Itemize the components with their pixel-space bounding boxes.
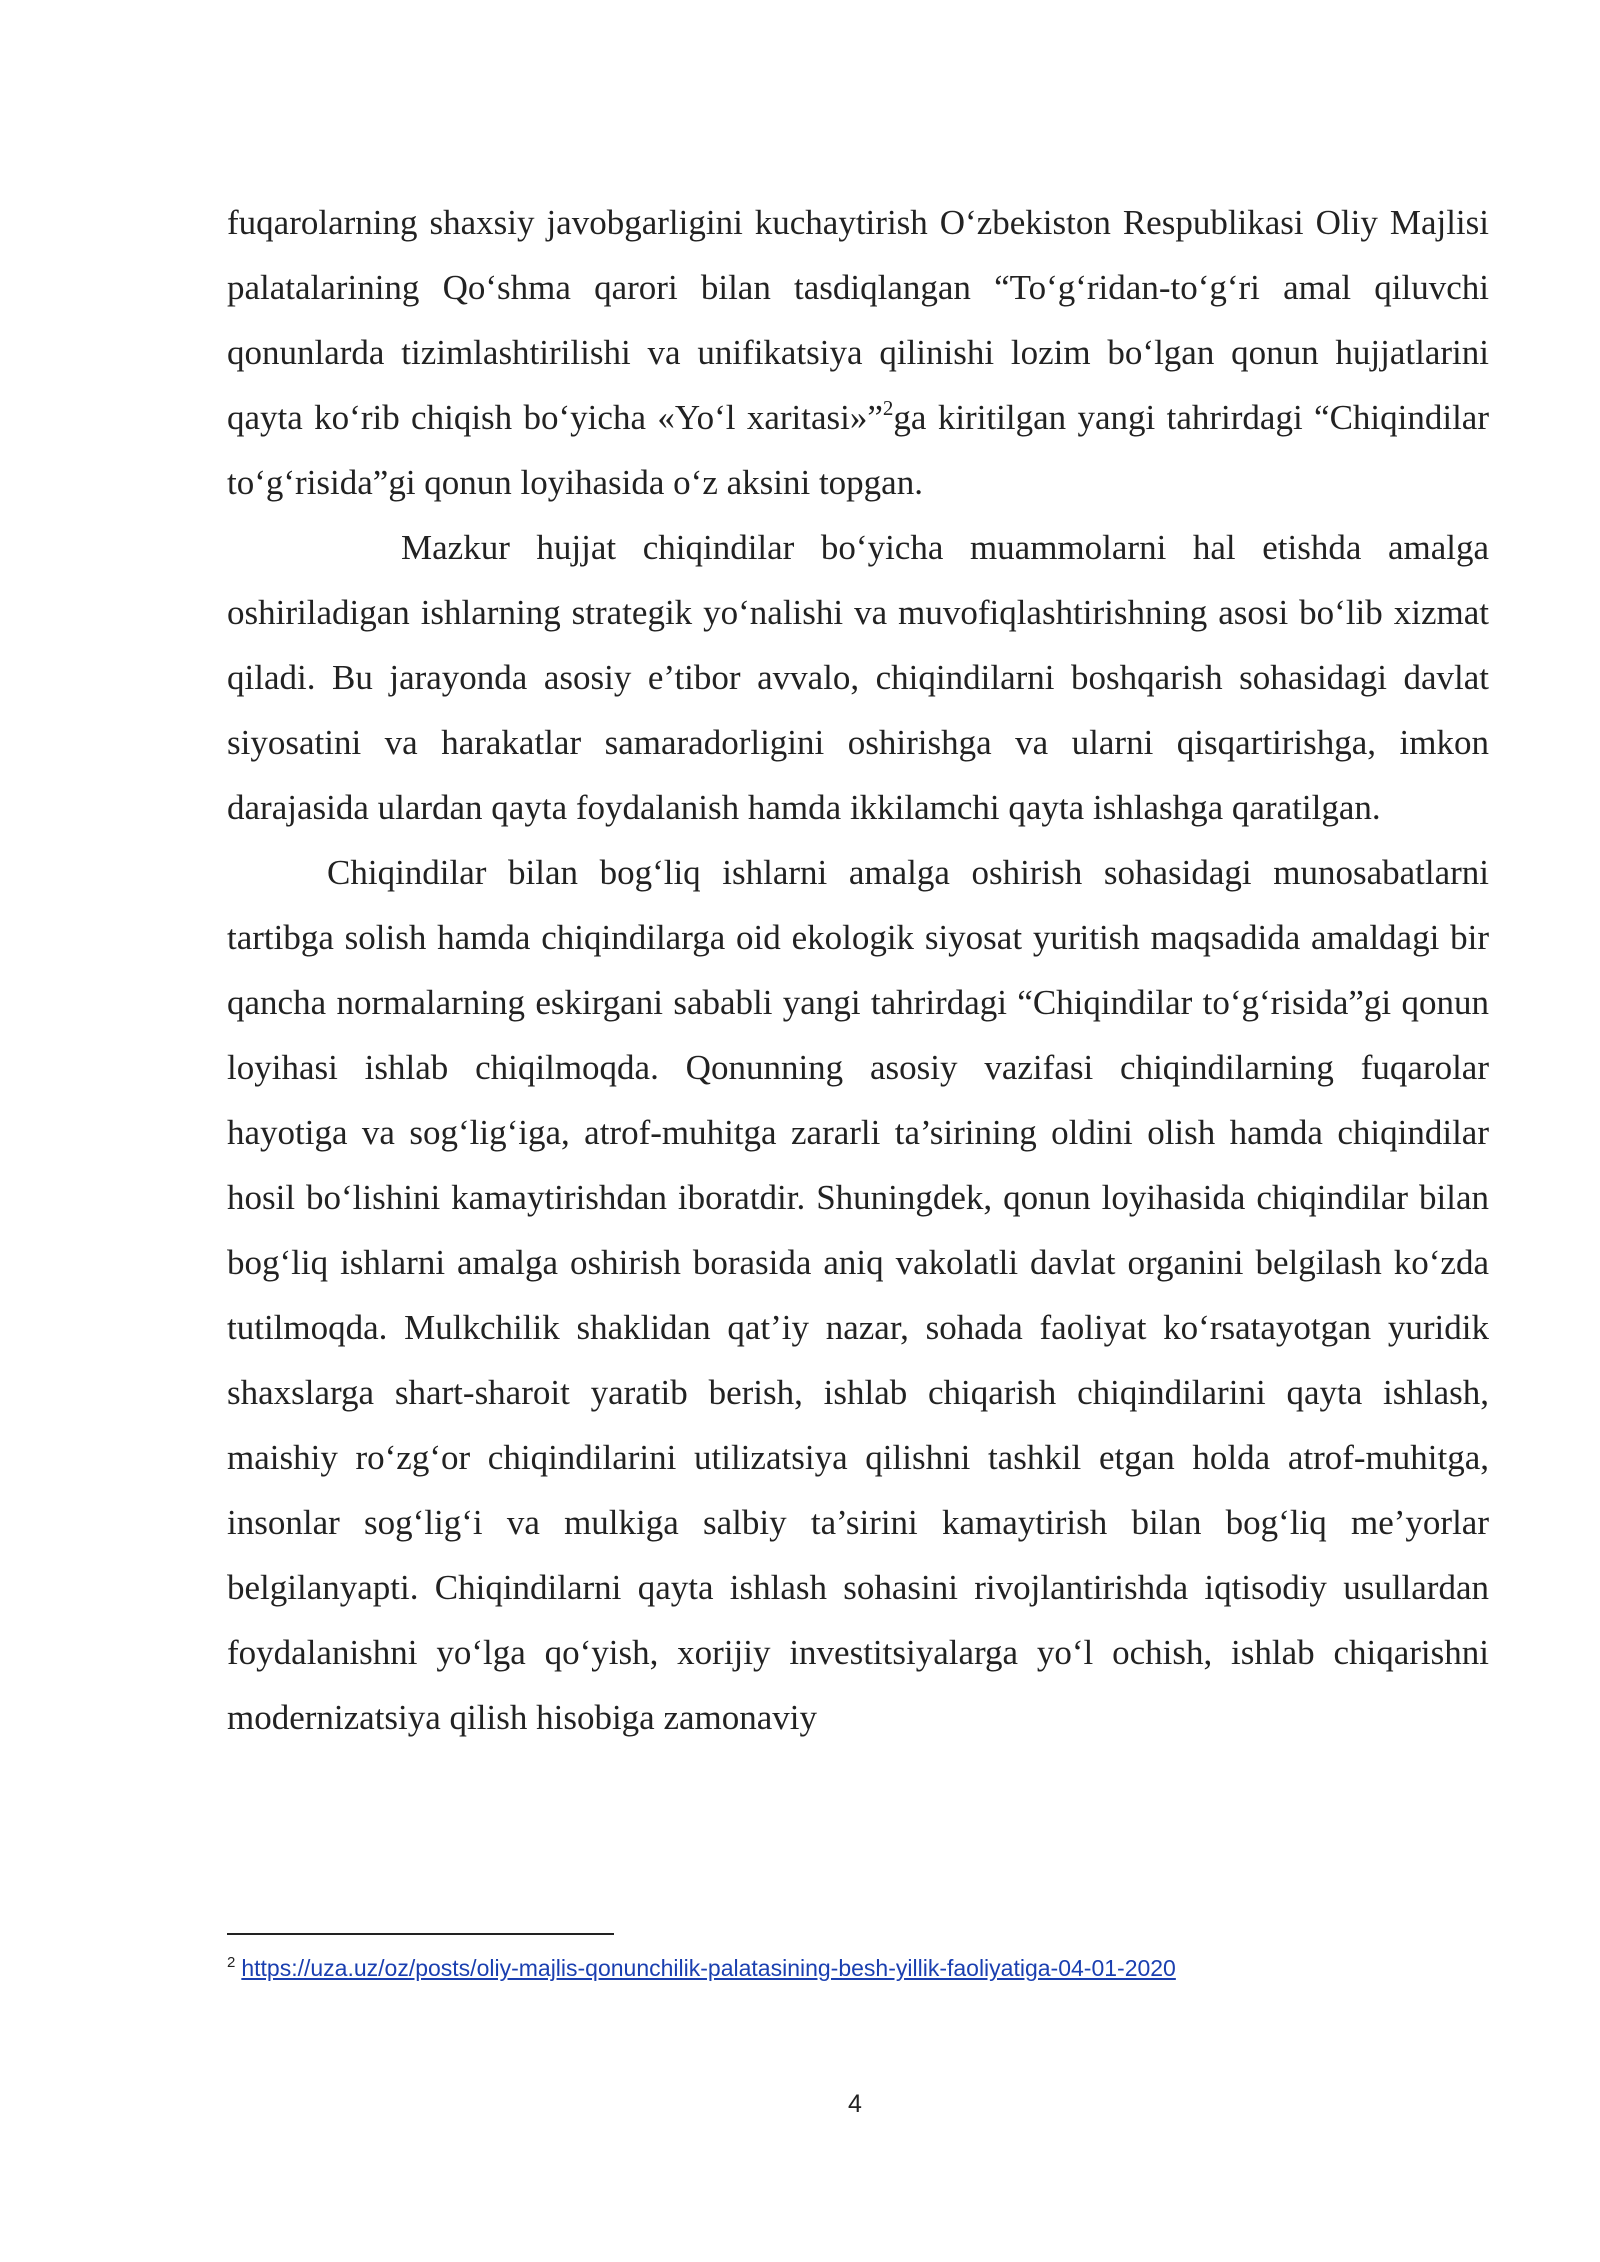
paragraph-1-text: fuqarolarning shaxsiy javobgarligini kuchaytirish O‘zbekiston Respublikasi Oliy Majlisi palatalarining Qo‘shma qarori bilan tasdiqlangan “To‘g‘ridan-to‘g‘ri amal qiluvchi qonunlarda tizimlashtirilishi va unifikatsiya qilinishi lozim bo‘lgan qonun hujjatlarini qayta ko‘rib chiqish bo‘yicha «Yo‘l xaritasi»” [227,203,1489,437]
footnote-number: 2 [227,1954,236,1971]
footnote-separator [227,1933,614,1935]
paragraph-1 [227,190,1489,515]
footnote-reference[interactable]: 2 [882,396,894,420]
paragraph-2: Mazkur hujjat chiqindilar bo‘yicha muammolarni hal etishda amalga oshiriladigan ishlarning strategik yo‘nalishi va muvofiqlashtirishning asosi bo‘lib xizmat qiladi. Bu jarayonda asosiy e’tibor avvalo, chiqindilarni boshqarish sohasidagi davlat siyosatini va harakatlar samaradorligini oshirishga va ularni qisqartirishga, imkon darajasida ulardan qayta foydalanish hamda ikkilamchi qayta ishlashga qaratilgan. [227,528,1489,827]
main-text [227,190,1489,1750]
paragraph-1-text-continued: ga kiritilgan yangi tahrirdagi “Chiqindilar to‘g‘risida”gi qonun loyihasida o‘z aksini topgan. [227,398,1490,502]
footnote-link[interactable]: https://uza.uz/oz/posts/oliy-majlis-qonunchilik-palatasining-besh-yillik-faoliyatiga-04-01-2020 [241,1955,1176,1981]
page-number: 4 [848,2090,862,2118]
paragraph-3: Chiqindilar bilan bog‘liq ishlarni amalga oshirish sohasidagi munosabatlarni tartibga solish hamda chiqindilarga oid ekologik siyosat yuritish maqsadida amaldagi bir qancha normalarning eskirgani sababli yangi tahrirdagi “Chiqindilar to‘g‘risida”gi qonun loyihasi ishlab chiqilmoqda. Qonunning asosiy vazifasi chiqindilarning fuqarolar hayotiga va sog‘lig‘iga, atrof-muhitga zararli ta’sirining oldini olish hamda chiqindilar hosil bo‘lishini kamaytirishdan iboratdir. Shuningdek, qonun loyihasida chiqindilar bilan bog‘liq ishlarni amalga oshirish borasida aniq vakolatli davlat organini belgilash ko‘zda tutilmoqda. Mulkchilik shaklidan qat’iy nazar, sohada faoliyat ko‘rsatayotgan yuridik shaxslarga shart-sharoit yaratib berish, ishlab chiqarish chiqindilarini qayta ishlash, maishiy ro‘zg‘or chiqindilarini utilizatsiya qilishni tashkil etgan holda atrof-muhitga, insonlar sog‘lig‘i va mulkiga salbiy ta’sirini kamaytirish bilan bog‘liq me’yorlar belgilanyapti. Chiqindilarni qayta ishlash sohasini rivojlantirishda iqtisodiy usullardan foydalanishni yo‘lga qo‘yish, xorijiy investitsiyalarga yo‘l ochish, ishlab chiqarishni modernizatsiya qilish hisobiga zamonaviy [227,853,1489,1737]
footnote [227,1952,1489,1984]
